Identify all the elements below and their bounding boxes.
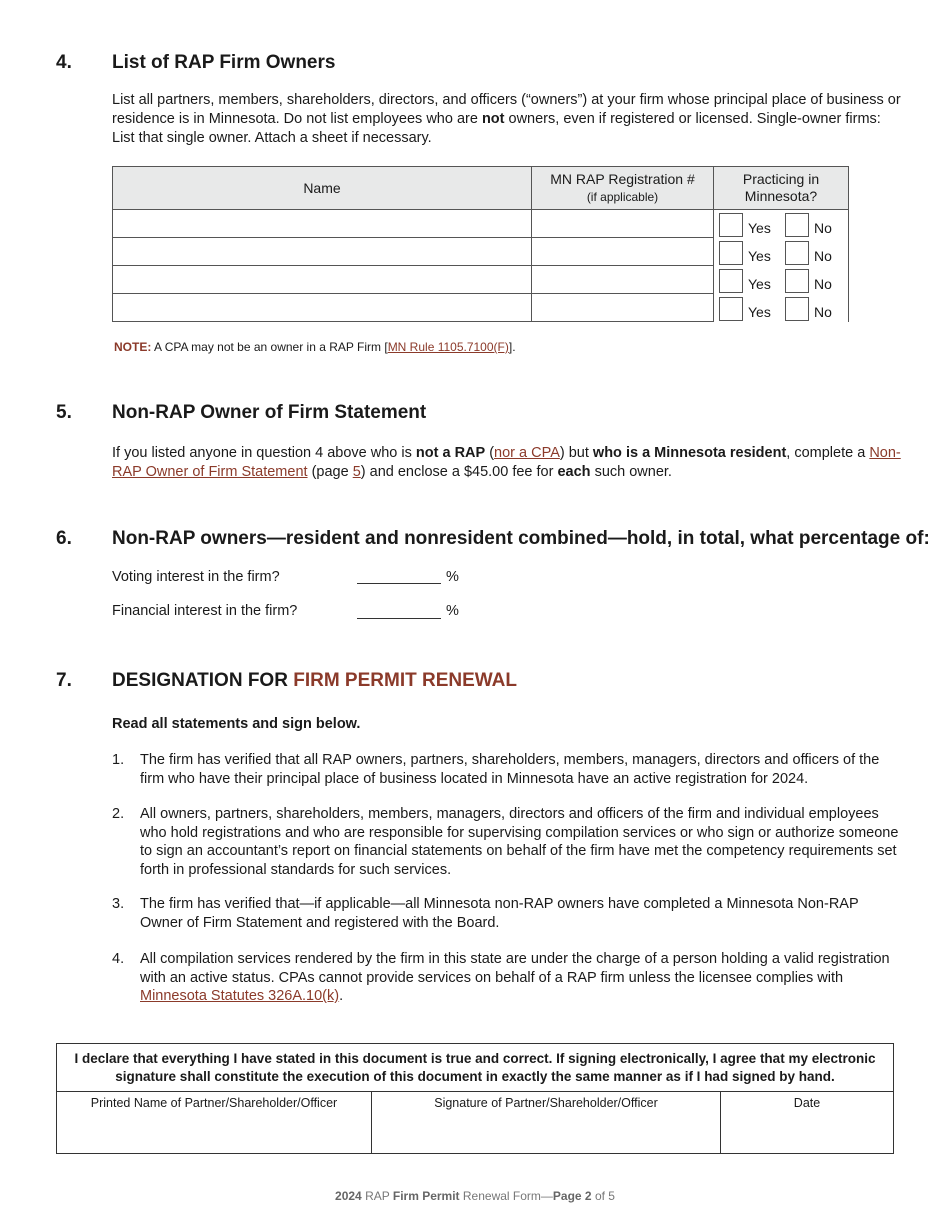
registration-field[interactable]	[532, 266, 714, 294]
registration-field[interactable]	[532, 294, 714, 322]
intro-bold: not	[481, 111, 505, 127]
statement-2	[112, 805, 902, 879]
practicing-cell	[714, 238, 849, 266]
financial-interest-input[interactable]	[357, 617, 441, 619]
section-5-text	[112, 444, 902, 482]
col-header-practicing	[714, 167, 849, 210]
voting-percent-sign: %	[446, 569, 459, 585]
s5-text: ) and enclose a $45.00 fee for	[360, 464, 558, 480]
statement-1	[112, 751, 902, 788]
col-header-registration	[532, 167, 714, 210]
note-text: A CPA may not be an owner in a RAP Firm [	[151, 340, 388, 354]
footer-firm-permit: Firm Permit	[392, 1189, 460, 1203]
statement-4-end: .	[339, 988, 344, 1004]
owner-name-field[interactable]	[113, 294, 532, 322]
mn-rule-link[interactable]: MN Rule 1105.7100(F)	[387, 340, 509, 354]
section-7-instruction: Read all statements and sign below.	[112, 716, 361, 732]
section-4-title: List of RAP Firm Owners	[112, 52, 336, 73]
no-checkbox[interactable]	[785, 241, 809, 265]
voting-interest-input[interactable]	[357, 582, 441, 584]
s7-title-part2: FIRM PERMIT RENEWAL	[293, 670, 517, 691]
s5-bold: each	[557, 464, 591, 480]
no-label: No	[814, 220, 832, 237]
s5-text: (	[485, 445, 495, 461]
no-checkbox[interactable]	[785, 297, 809, 321]
s5-text: ) but	[559, 445, 593, 461]
signature-field[interactable]	[371, 1092, 720, 1154]
intro-text: List all partners, members, shareholders, directors, and officers (“owners”) at your firm whose principal place of business or residence is in Minnesota. Do not list employees who are	[112, 92, 901, 127]
yes-label: Yes	[748, 304, 771, 320]
declaration-text: I declare that everything I have stated in this document is true and correct. If signing electronically, I agree that my electronic signature shall constitute the execution of this document in exactly the same manner as if I had signed by hand.	[57, 1044, 893, 1092]
no-label: No	[814, 248, 832, 264]
table-row	[113, 238, 849, 266]
section-5-title: Non-RAP Owner of Firm Statement	[112, 402, 427, 423]
s5-text: (page	[307, 464, 353, 480]
yes-checkbox[interactable]	[719, 213, 743, 237]
mn-statutes-link[interactable]: Minnesota Statutes 326A.10(k)	[140, 988, 340, 1004]
section-7-title	[112, 670, 517, 692]
section-6-number: 6.	[56, 528, 72, 549]
footer-rap: RAP	[361, 1189, 393, 1203]
s7-title-part1: DESIGNATION FOR	[112, 670, 294, 691]
statement-3	[112, 895, 902, 932]
statement-4-text: All compilation services rendered by the firm in this state are under the charge of a person holding a valid registration with an active status. CPAs cannot provide services on behalf of a RAP firm unless the licensee complies with	[140, 951, 890, 986]
owner-name-field[interactable]	[113, 238, 532, 266]
no-label: No	[814, 304, 832, 320]
owner-name-field[interactable]	[113, 266, 532, 294]
note-tag: NOTE:	[114, 340, 152, 354]
page-footer	[0, 1189, 950, 1203]
yes-label: Yes	[748, 276, 771, 292]
date-label: Date	[793, 1096, 821, 1110]
owner-note	[114, 340, 516, 354]
no-label: No	[814, 276, 832, 292]
voting-interest-label: Voting interest in the firm?	[112, 569, 280, 585]
financial-interest-label: Financial interest in the firm?	[112, 603, 298, 619]
footer-year: 2024	[335, 1189, 362, 1203]
note-end: ].	[508, 340, 516, 354]
page-5-link[interactable]: 5	[352, 464, 361, 480]
s5-text: , complete a	[786, 445, 870, 461]
table-row	[113, 266, 849, 294]
col-header-name: Name	[113, 167, 532, 210]
section-7-number: 7.	[56, 670, 72, 691]
no-checkbox[interactable]	[785, 269, 809, 293]
s5-text: such owner.	[590, 464, 672, 480]
footer-renewal: Renewal Form—	[459, 1189, 553, 1203]
statement-text: The firm has verified that all RAP owners, partners, shareholders, members, managers, directors and officers of the firm who have their principal place of business located in Minnesota have an active registration for 2024.	[140, 752, 880, 787]
practicing-cell	[714, 266, 849, 294]
printed-name-label: Printed Name of Partner/Shareholder/Officer	[90, 1096, 338, 1110]
statement-text: All owners, partners, shareholders, members, managers, directors and officers of the firm and individual employees who hold registrations and who are responsible for supervising compilation services or who sign or authorize someone to sign an accountant’s report on financial statements on behalf of the firm have met the competency requirements set forth in professional standards for such services.	[140, 806, 899, 878]
yes-label: Yes	[748, 248, 771, 264]
practicing-cell	[714, 210, 849, 238]
col-header-practicing-line1: Practicing in	[742, 171, 820, 187]
table-row	[113, 294, 849, 322]
practicing-cell	[714, 294, 849, 322]
section-4-intro	[112, 91, 902, 148]
section-4-number: 4.	[56, 52, 72, 73]
nor-a-cpa-link[interactable]: nor a CPA	[494, 445, 560, 461]
non-rap-statement-link[interactable]: Non-RAP Owner of Firm Statement	[112, 445, 901, 480]
date-field[interactable]	[720, 1092, 893, 1154]
col-header-registration-label: MN RAP Registration #	[550, 170, 695, 187]
signature-label: Signature of Partner/Shareholder/Officer	[434, 1096, 658, 1110]
col-header-registration-sub: (if applicable)	[586, 189, 659, 204]
statement-number: 2.	[112, 806, 125, 822]
table-row	[113, 210, 849, 238]
registration-field[interactable]	[532, 210, 714, 238]
yes-checkbox[interactable]	[719, 241, 743, 265]
s5-bold: who is a Minnesota resident	[592, 445, 787, 461]
s5-text: If you listed anyone in question 4 above who is	[112, 445, 416, 461]
statement-text	[140, 950, 902, 1006]
statement-number: 3.	[112, 896, 125, 912]
printed-name-field[interactable]	[57, 1092, 371, 1154]
statement-number: 4.	[112, 951, 125, 967]
col-header-practicing-line2: Minnesota?	[744, 188, 818, 204]
footer-page-number: Page 2	[552, 1189, 592, 1203]
statement-number: 1.	[112, 752, 125, 768]
financial-percent-sign: %	[446, 603, 459, 619]
yes-label: Yes	[748, 220, 771, 237]
s5-bold: not a RAP	[415, 445, 486, 461]
no-checkbox[interactable]	[785, 213, 809, 237]
section-5-number: 5.	[56, 402, 72, 423]
owner-name-field[interactable]	[113, 210, 532, 238]
statement-4	[112, 950, 902, 1006]
yes-checkbox[interactable]	[719, 297, 743, 321]
declaration-box	[56, 1043, 894, 1154]
statement-text: The firm has verified that—if applicable—all Minnesota non-RAP owners have completed a Minnesota Non-RAP Owner of Firm Statement and registered with the Board.	[140, 896, 859, 931]
intro-text-end: owners, even if registered or licensed. Single-owner firms: List that single owner. Attach a sheet if necessary.	[112, 111, 881, 146]
yes-checkbox[interactable]	[719, 269, 743, 293]
footer-page-total: of 5	[591, 1189, 615, 1203]
registration-field[interactable]	[532, 238, 714, 266]
section-6-title: Non-RAP owners—resident and nonresident combined—hold, in total, what percentage of:	[112, 528, 930, 549]
owners-table	[112, 166, 849, 322]
